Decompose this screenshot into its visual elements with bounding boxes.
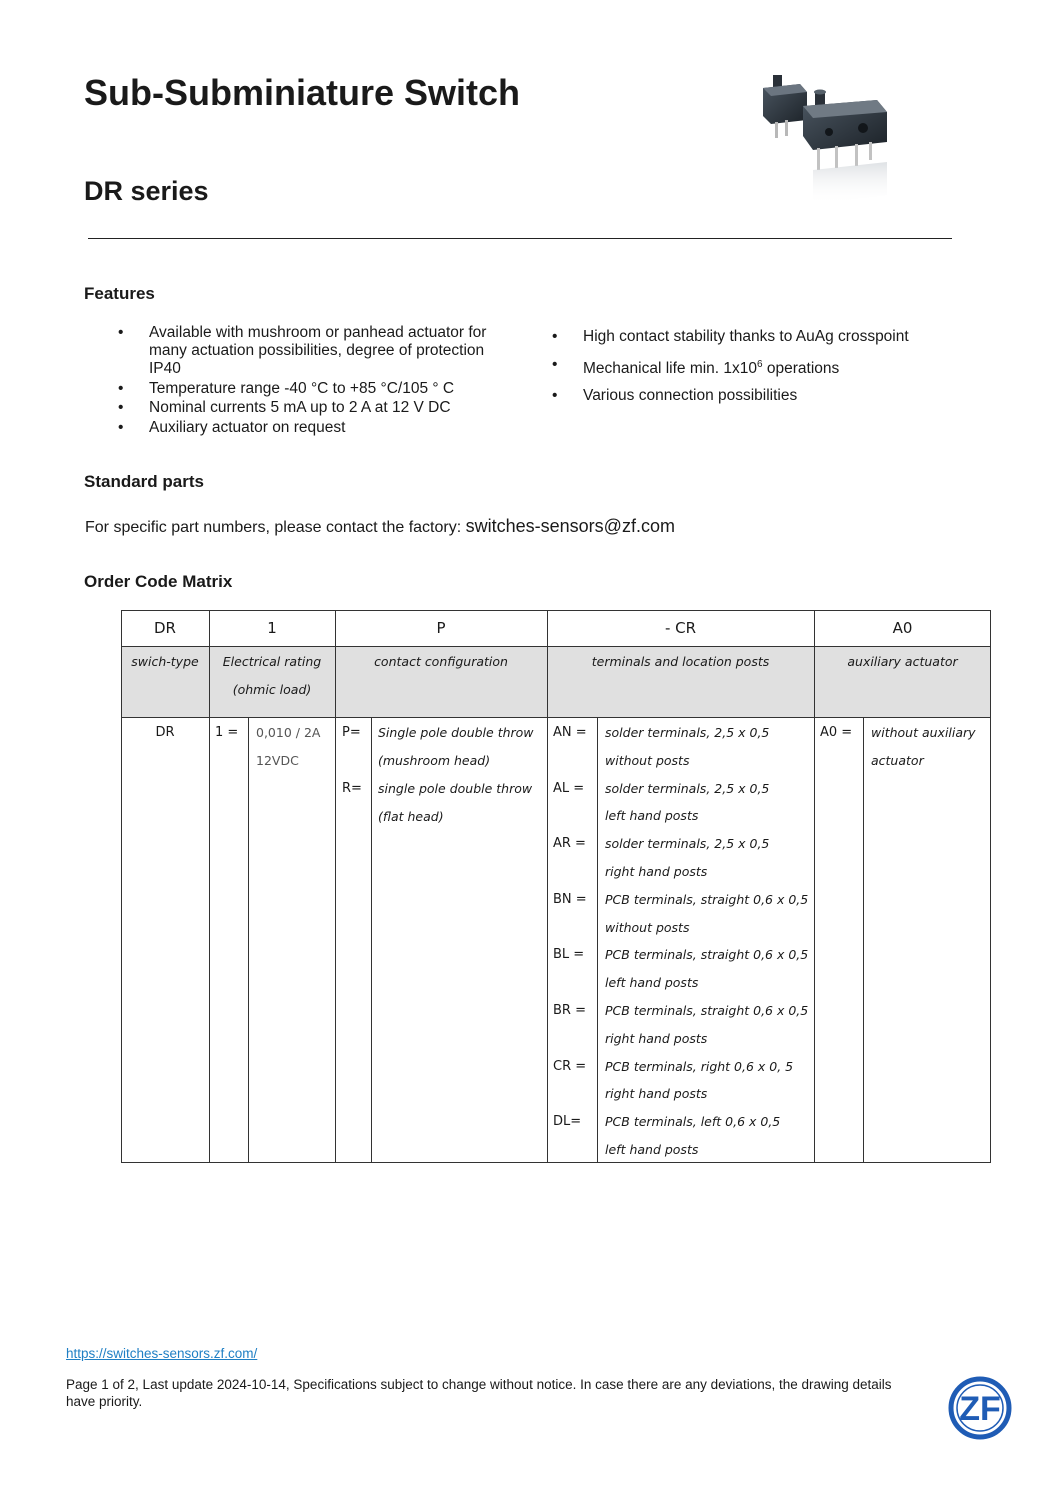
terminal-desc-line: without posts <box>605 919 690 935</box>
terminal-code: DL= <box>553 1114 582 1130</box>
table-border <box>121 646 991 647</box>
feature-text: Mechanical life min. 1x10 <box>583 359 758 377</box>
feature-text-suffix: operations <box>762 359 840 377</box>
bullet-icon: • <box>552 387 558 405</box>
terminal-code: BL = <box>553 947 585 963</box>
table-border <box>547 610 548 1163</box>
page-subtitle: DR series <box>84 176 209 206</box>
list-item <box>118 399 519 417</box>
terminal-code: AR = <box>553 836 586 852</box>
table-border <box>121 610 991 611</box>
standard-parts-heading: Standard parts <box>84 472 204 491</box>
contact-code: R= <box>342 781 362 796</box>
rating-line: 12VDC <box>256 752 299 768</box>
contact-line: single pole double throw <box>378 781 533 796</box>
terminal-desc-line: left hand posts <box>605 808 699 824</box>
bullet-icon: • <box>552 328 558 345</box>
aux-line: without auxiliary <box>871 725 976 740</box>
table-border <box>597 717 598 1163</box>
table-border <box>335 610 336 1163</box>
contact-code: P= <box>342 725 361 740</box>
terminal-descs <box>605 719 808 1164</box>
bullet-icon: • <box>118 399 124 416</box>
terminal-desc-line: solder terminals, 2,5 x 0,5 <box>605 725 770 740</box>
feature-text: Available with mushroom or panhead actuator for many actuation possibilities, degree of protection IP40 <box>149 324 487 377</box>
features-heading: Features <box>84 284 155 303</box>
rating-code: 1 = <box>215 725 239 740</box>
divider <box>88 238 952 239</box>
subheader-cell: swich-type <box>131 654 199 669</box>
terminal-desc-line: left hand posts <box>605 975 699 991</box>
feature-text: High contact stability thanks to AuAg crosspoint <box>583 328 909 345</box>
rating-value <box>256 719 320 775</box>
contact-line: Single pole double throw <box>378 725 534 740</box>
terminal-desc-line: right hand posts <box>605 863 708 879</box>
contact-desc <box>378 719 534 775</box>
header-cell: A0 <box>892 619 913 637</box>
terminal-code: CR = <box>553 1058 587 1074</box>
subheader-cell: contact configuration <box>374 654 508 669</box>
contact-line: (mushroom head) <box>378 752 491 768</box>
header-cell: DR <box>154 619 176 637</box>
table-border <box>863 717 864 1163</box>
bullet-icon: • <box>552 355 558 373</box>
terminal-code: AL = <box>553 780 585 796</box>
aux-code: A0 = <box>820 725 853 740</box>
terminal-desc-line: right hand posts <box>605 1030 708 1046</box>
zf-logo <box>947 1375 1013 1465</box>
bullet-icon: • <box>118 379 124 397</box>
header-cell: 1 <box>267 619 277 637</box>
table-border <box>121 610 122 1163</box>
feature-text: Auxiliary actuator on request <box>149 418 346 436</box>
subheader-cell: terminals and location posts <box>591 654 770 669</box>
footer-text: Page 1 of 2, Last update 2024-10-14, Specifications subject to change without notice. In case there are any deviations, the drawing details have priority. <box>66 1377 892 1409</box>
zf-logo-letters: ZF <box>959 1390 1001 1428</box>
aux-desc <box>871 719 976 775</box>
terminal-desc-line: solder terminals, 2,5 x 0,5 <box>605 780 770 796</box>
terminal-desc-line: PCB terminals, straight 0,6 x 0,5 <box>605 1002 809 1018</box>
features-list-right <box>552 328 983 415</box>
order-code-heading: Order Code Matrix <box>84 572 233 591</box>
table-border <box>248 717 249 1163</box>
terminal-desc-line: PCB terminals, right 0,6 x 0, 5 <box>605 1058 794 1074</box>
list-item <box>552 328 983 346</box>
aux-line: actuator <box>871 752 924 768</box>
subheader-line: Electrical rating <box>222 654 322 669</box>
terminal-desc-line: PCB terminals, left 0,6 x 0,5 <box>605 1114 781 1130</box>
terminal-desc-line: right hand posts <box>605 1086 708 1102</box>
superscript: 6 <box>757 358 763 370</box>
bullet-icon: • <box>118 324 124 341</box>
table-border <box>814 610 815 1163</box>
list-item <box>552 355 983 378</box>
table-border <box>121 717 991 718</box>
terminal-desc-line: solder terminals, 2,5 x 0,5 <box>605 836 770 852</box>
header-cell: - CR <box>664 619 697 637</box>
terminal-code: BN = <box>553 891 587 907</box>
list-item <box>118 379 519 398</box>
table-border <box>990 610 991 1163</box>
contact-email[interactable]: switches-sensors@zf.com <box>465 516 675 536</box>
table-border <box>371 717 372 1163</box>
subheader-cell: auxiliary actuator <box>847 654 958 669</box>
feature-text: Nominal currents 5 mA up to 2 A at 12 V DC <box>149 399 451 416</box>
type-value: DR <box>155 725 175 740</box>
page-title: Sub-Subminiature Switch <box>84 72 521 113</box>
terminal-desc-line: PCB terminals, straight 0,6 x 0,5 <box>605 947 809 963</box>
terminal-codes <box>553 719 587 1164</box>
terminal-code: BR = <box>553 1002 586 1018</box>
subheader-cell <box>209 648 335 704</box>
subheader-line: (ohmic load) <box>232 682 312 697</box>
list-item <box>118 324 519 378</box>
terminal-desc-line: without posts <box>605 752 690 768</box>
bullet-icon: • <box>118 418 124 436</box>
website-link[interactable]: https://switches-sensors.zf.com/ <box>66 1346 258 1361</box>
terminal-code: AN = <box>553 725 587 740</box>
list-item <box>118 418 519 437</box>
contact-desc <box>378 775 532 831</box>
rating-line: 0,010 / 2A <box>256 725 321 740</box>
terminal-desc-line: PCB terminals, straight 0,6 x 0,5 <box>605 891 809 907</box>
standard-parts-text <box>85 516 675 537</box>
contact-line: (flat head) <box>378 808 444 824</box>
feature-text: Temperature range -40 °C to +85 °C/105 ° C <box>149 379 455 397</box>
switch-product-image <box>755 70 905 215</box>
list-item <box>552 387 983 405</box>
terminal-desc-line: left hand posts <box>605 1141 699 1157</box>
contact-text: For specific part numbers, please contact the factory: <box>85 519 466 536</box>
order-code-table <box>121 610 991 1163</box>
features-list-left <box>118 324 519 438</box>
feature-text: Various connection possibilities <box>583 387 798 405</box>
header-cell: P <box>436 619 446 637</box>
